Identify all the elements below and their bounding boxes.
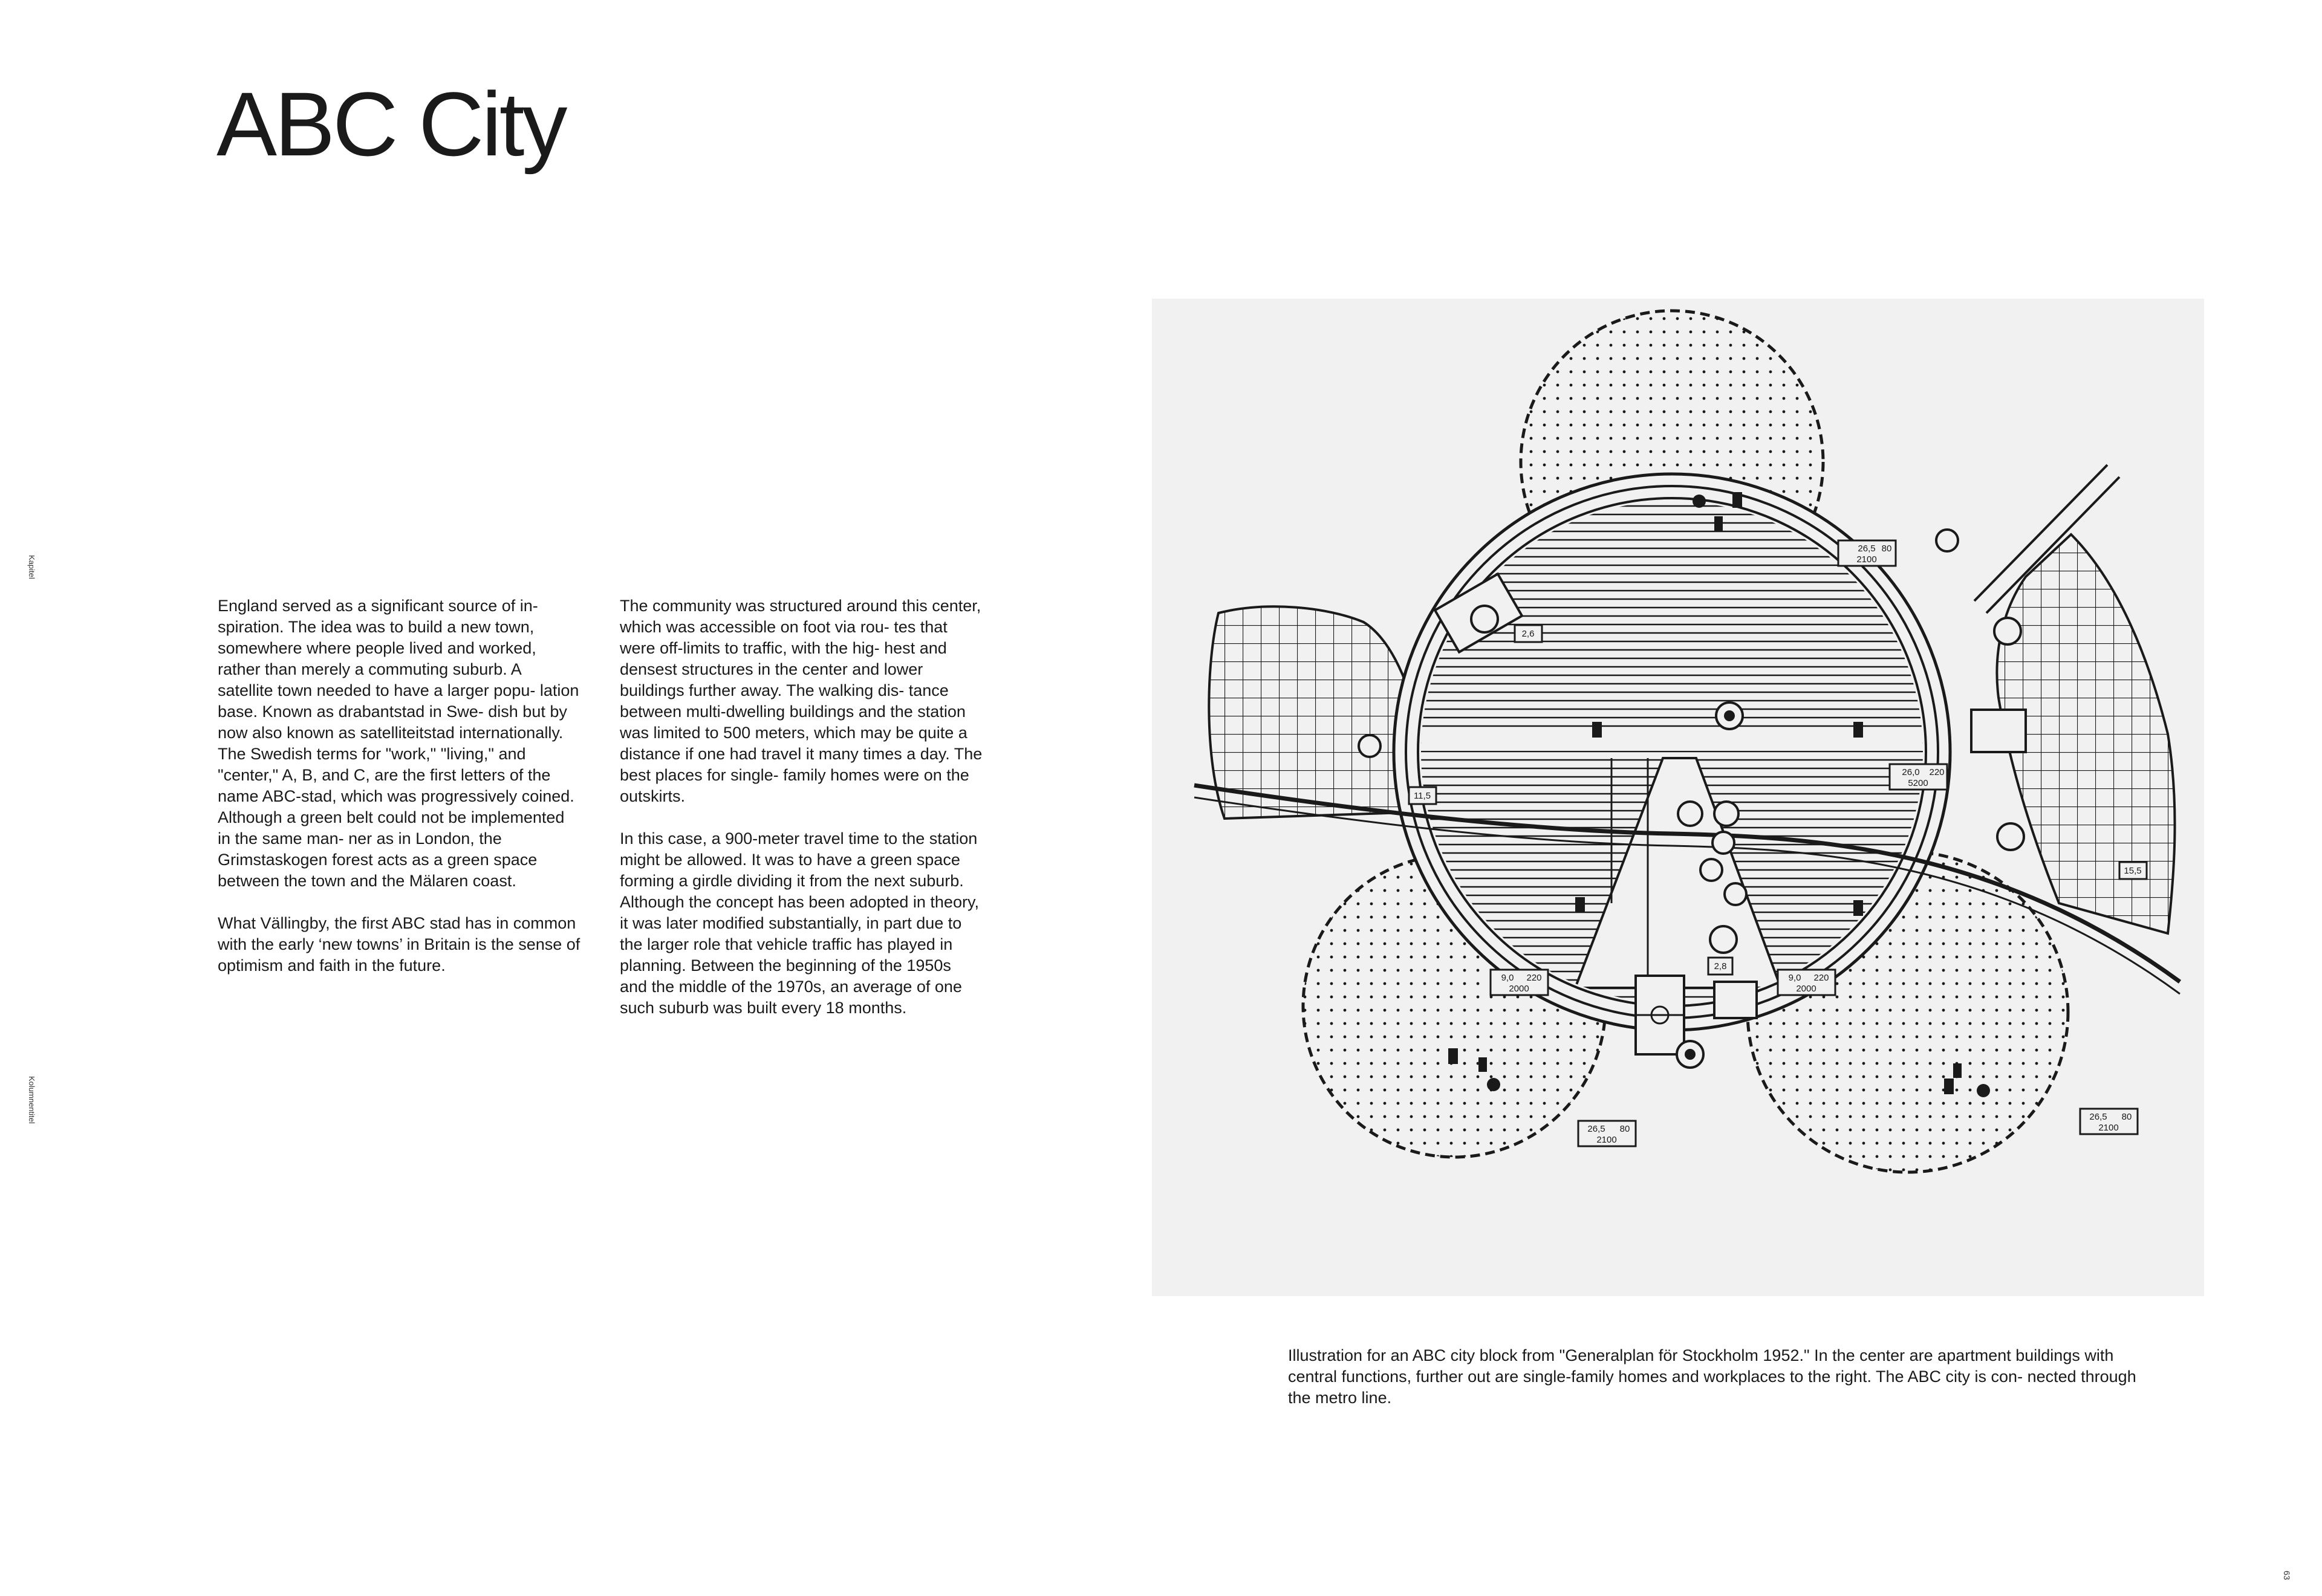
text-column-right bbox=[620, 595, 983, 1040]
label-east-work: 15,5 bbox=[2124, 866, 2142, 876]
label-center-left-low-b: 220 bbox=[1526, 973, 1542, 983]
label-center-right-a: 26,0 bbox=[1902, 767, 1920, 777]
paragraph: What Vällingby, the first ABC stad has in common with the early ‘new towns’ in Britain is the sense of optimism and faith in the future. bbox=[218, 914, 580, 975]
label-west-work: 11,5 bbox=[1413, 791, 1431, 801]
label-center-left-low-a: 9,0 bbox=[1501, 973, 1514, 983]
label-right-lobe-a: 26,5 bbox=[2089, 1112, 2107, 1122]
label-top-lobe-b: 80 bbox=[1881, 543, 1892, 554]
label-small-center: 2,8 bbox=[1714, 961, 1727, 972]
label-center-right-low-c: 2000 bbox=[1796, 984, 1816, 994]
label-right-lobe-b: 80 bbox=[2121, 1112, 2132, 1122]
city-plan-drawing bbox=[1152, 299, 2204, 1296]
side-label-chapter: Kapitel bbox=[27, 555, 36, 579]
label-right-lobe-c: 2100 bbox=[2098, 1123, 2119, 1133]
paragraph: England served as a significant source of in- spiration. The idea was to build a new town, somewhere where people lived and worked, rather than merely a commuting suburb. A satellite town needed to have a larger popu- lation base. Known as drabantstad in Swe- dish but by now also known as satelliteitstad internationally. The Swedish terms for "work," "living," and "center," A, B, and C, are the first letters of the name ABC-stad, which was progressively coined. Although a green belt could not be implemented in the same man- ner as in London, the Grimstaskogen forest acts as a green space between the town and the Mälaren coast. bbox=[218, 597, 579, 890]
paragraph: The community was structured around this center, which was accessible on foot via rou- tes that were off-limits to traffic, with the hig- hest and densest structures in the center and lower buildings further away. The walking dis- tance between multi-dwelling buildings and the station was limited to 500 meters, which may be quite a distance if one had travel it many times a day. The best places for single- family homes were on the outskirts. bbox=[620, 597, 983, 805]
figure-caption: Illustration for an ABC city block from "Generalplan för Stockholm 1952." In the center are apartment buildings with central functions, further out are single-family homes and workplaces to the right. The ABC city is con- nected through the metro line. bbox=[1288, 1346, 2136, 1407]
label-left-lobe-a: 26,5 bbox=[1587, 1124, 1605, 1134]
label-center-right-low-b: 220 bbox=[1813, 973, 1829, 983]
label-left-lobe-b: 80 bbox=[1619, 1124, 1630, 1134]
label-top-lobe-c: 2100 bbox=[1856, 554, 1877, 565]
side-label-running-title: Kolumnentitel bbox=[27, 1076, 36, 1124]
label-center-left-low-c: 2000 bbox=[1509, 984, 1529, 994]
page-number: 63 bbox=[2282, 1571, 2292, 1580]
label-top-lobe-a: 26,5 bbox=[1858, 543, 1876, 554]
work-zone-west bbox=[1209, 606, 1423, 819]
abc-city-plan-figure bbox=[1152, 299, 2204, 1296]
paragraph: In this case, a 900-meter travel time to the station might be allowed. It was to have a green space forming a girdle dividing it from the next suburb. Although the concept has been adopted in theory, it was later modified substantially, in part due to the larger role that vehicle traffic has played in planning. Between the beginning of the 1950s and the middle of the 1970s, an average of one such suburb was built every 18 months. bbox=[620, 829, 979, 1017]
text-column-left bbox=[218, 595, 580, 997]
label-left-lobe-c: 2100 bbox=[1596, 1135, 1617, 1145]
label-center-right-low-a: 9,0 bbox=[1788, 973, 1801, 983]
page-title: ABC City bbox=[216, 73, 565, 175]
label-center-right-c: 5200 bbox=[1908, 778, 1928, 788]
label-small-top: 2,6 bbox=[1521, 629, 1535, 639]
label-center-right-b: 220 bbox=[1929, 767, 1945, 777]
